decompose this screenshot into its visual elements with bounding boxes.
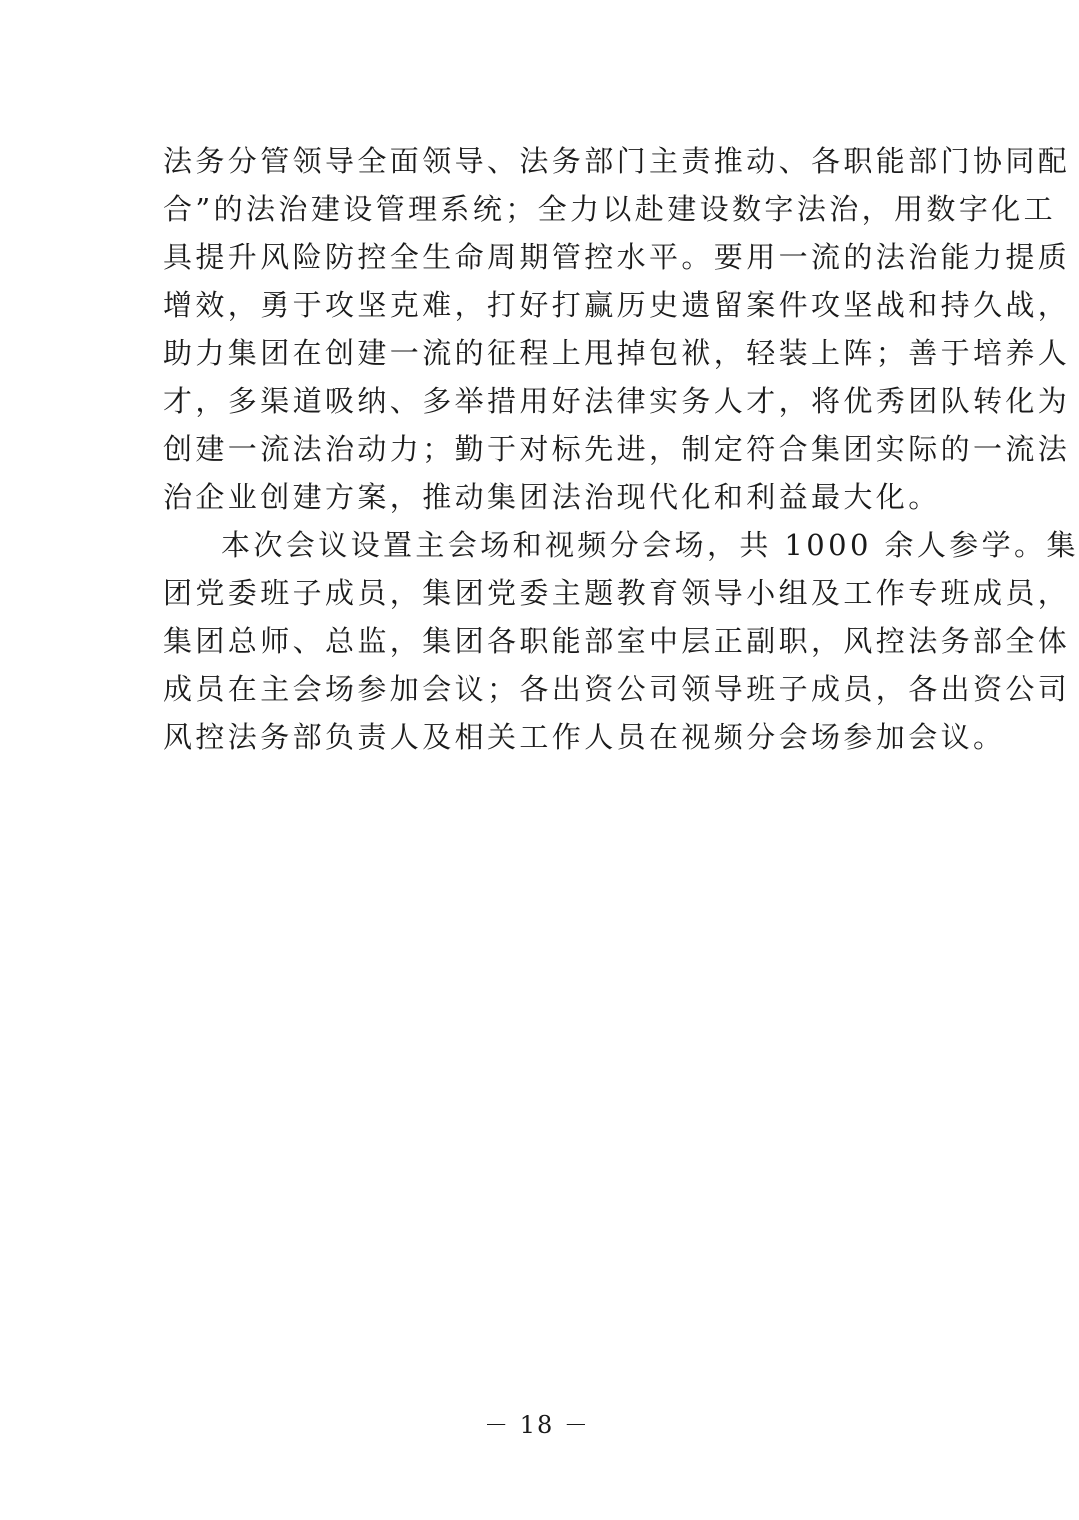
- text-line: 合”的法治建设管理系统；全力以赴建设数字法治，用数字化工: [163, 192, 1057, 226]
- text-line: 团党委班子成员，集团党委主题教育领导小组及工作专班成员，: [163, 576, 1071, 610]
- text-line: 才，多渠道吸纳、多举措用好法律实务人才，将优秀团队转化为: [163, 384, 1071, 418]
- text-line: 治企业创建方案，推动集团法治现代化和利益最大化。: [163, 480, 941, 514]
- page-number: － 18 －: [484, 1411, 590, 1439]
- text-line: 增效，勇于攻坚克难，打好打赢历史遗留案件攻坚战和持久战，: [163, 288, 1071, 322]
- body-text: [163, 137, 1079, 761]
- paragraph: [163, 137, 1071, 521]
- text-line: 法务分管领导全面领导、法务部门主责推动、各职能部门协同配: [163, 144, 1071, 178]
- text-line: 本次会议设置主会场和视频分会场，共 1000 余人参学。集: [221, 528, 1079, 562]
- text-line: 创建一流法治动力；勤于对标先进，制定符合集团实际的一流法: [163, 432, 1071, 466]
- text-line: 具提升风险防控全生命周期管控水平。要用一流的法治能力提质: [163, 240, 1071, 274]
- text-line: 成员在主会场参加会议；各出资公司领导班子成员，各出资公司: [163, 672, 1071, 706]
- text-line: 集团总师、总监，集团各职能部室中层正副职，风控法务部全体: [163, 624, 1071, 658]
- text-line: 风控法务部负责人及相关工作人员在视频分会场参加会议。: [163, 720, 1006, 754]
- paragraph: [163, 521, 1079, 761]
- text-line: 助力集团在创建一流的征程上甩掉包袱，轻装上阵；善于培养人: [163, 336, 1071, 370]
